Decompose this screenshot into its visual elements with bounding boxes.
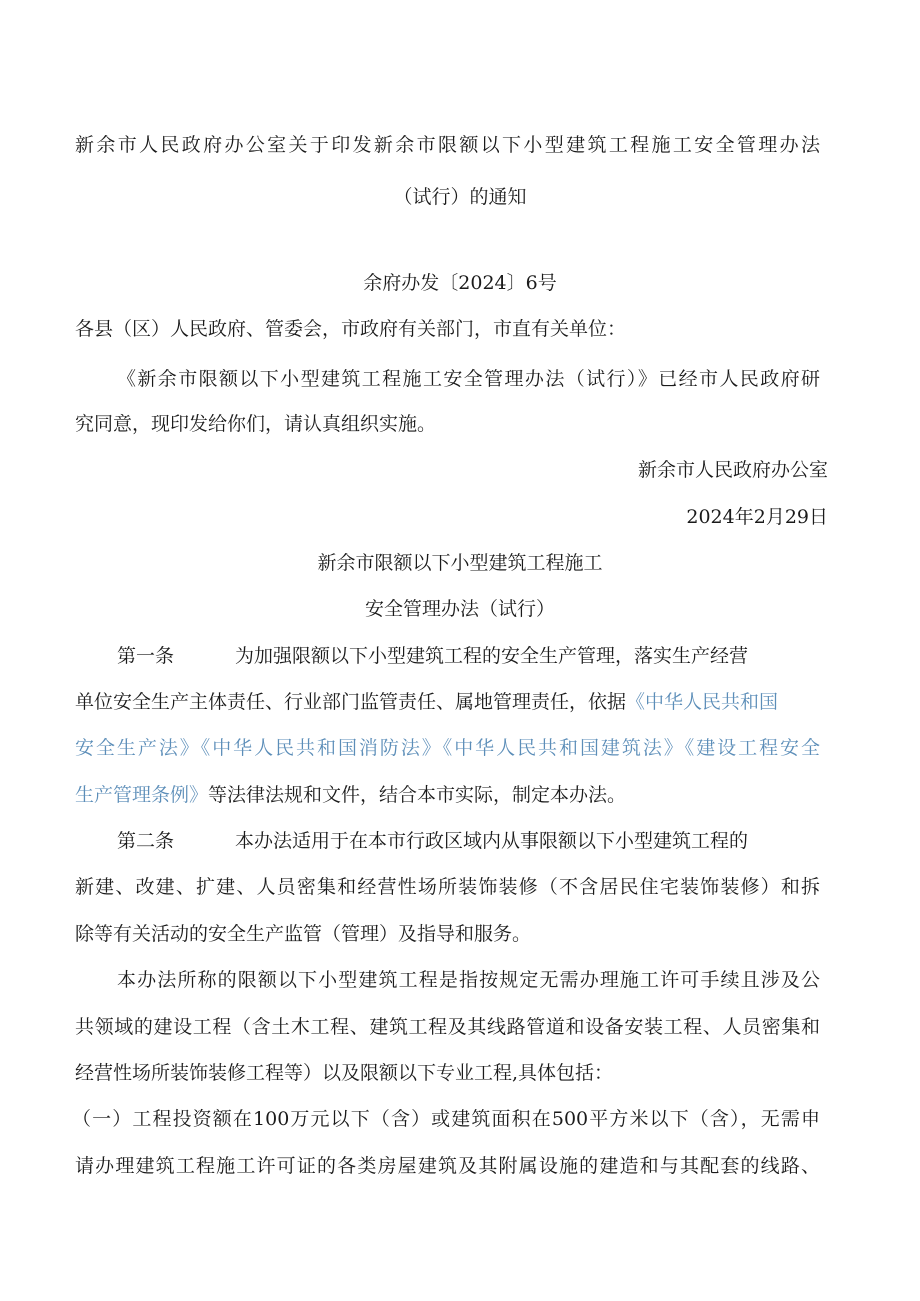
notice-title-line-2: （试行）的通知 <box>393 186 527 208</box>
article-2-line-2: 新建、改建、扩建、人员密集和经营性场所装饰装修（不含居民住宅装饰装修）和拆 <box>75 876 820 898</box>
article-1-line-1 <box>117 642 748 670</box>
law-link-work-safety[interactable]: 《中华人民共和国 <box>626 691 779 713</box>
article-1-line-4 <box>75 781 626 809</box>
document-number: 余府办发〔2024〕6号 <box>363 272 557 294</box>
article-2-text-1: 本办法适用于在本市行政区域内从事限额以下小型建筑工程的 <box>235 830 749 852</box>
law-link-construction-safety[interactable]: 生产管理条例》 <box>75 784 209 806</box>
article-1-text-1: 为加强限额以下小型建筑工程的安全生产管理，落实生产经营 <box>235 645 749 667</box>
article-1-text-2: 单位安全生产主体责任、行业部门监管责任、属地管理责任，依据 <box>75 691 627 713</box>
article-1-label: 第一条 <box>117 645 175 667</box>
measures-title-line-2: 安全管理办法（试行） <box>364 598 555 620</box>
addressee: 各县（区）人民政府、管委会，市政府有关部门，市直有关单位： <box>75 318 627 340</box>
article-2-label: 第二条 <box>117 830 175 852</box>
para-3-line-2: 共领域的建设工程（含土木工程、建筑工程及其线路管道和设备安装工程、人员密集和 <box>75 1016 820 1038</box>
item-1-line-2: 请办理建筑工程施工许可证的各类房屋建筑及其附属设施的建造和与其配套的线路、 <box>75 1155 820 1177</box>
measures-title-line-1: 新余市限额以下小型建筑工程施工 <box>317 552 603 574</box>
notice-title-line-1: 新余市人民政府办公室关于印发新余市限额以下小型建筑工程施工安全管理办法 <box>75 134 820 156</box>
issue-date: 2024年2月29日 <box>686 506 828 528</box>
item-1-line-1: （一）工程投资额在100万元以下（含）或建筑面积在500平方米以下（含），无需申 <box>72 1108 820 1130</box>
article-2-line-3: 除等有关活动的安全生产监管（管理）及指导和服务。 <box>75 923 532 945</box>
signature: 新余市人民政府办公室 <box>637 459 828 481</box>
article-2-line-1 <box>117 827 748 855</box>
para-3-line-1: 本办法所称的限额以下小型建筑工程是指按规定无需办理施工许可手续且涉及公 <box>117 969 820 991</box>
para-3-line-3: 经营性场所装饰装修工程等）以及限额以下专业工程,具体包括： <box>75 1062 614 1084</box>
notice-body-line-1: 《新余市限额以下小型建筑工程施工安全管理办法（试行）》已经市人民政府研 <box>117 368 820 390</box>
article-1-text-4: 等法律法规和文件，结合本市实际，制定本办法。 <box>208 784 627 806</box>
law-links-line[interactable]: 安全生产法》《中华人民共和国消防法》《中华人民共和国建筑法》《建设工程安全 <box>75 737 820 759</box>
notice-body-line-2: 究同意，现印发给你们，请认真组织实施。 <box>75 413 437 435</box>
article-1-line-2 <box>75 688 778 716</box>
